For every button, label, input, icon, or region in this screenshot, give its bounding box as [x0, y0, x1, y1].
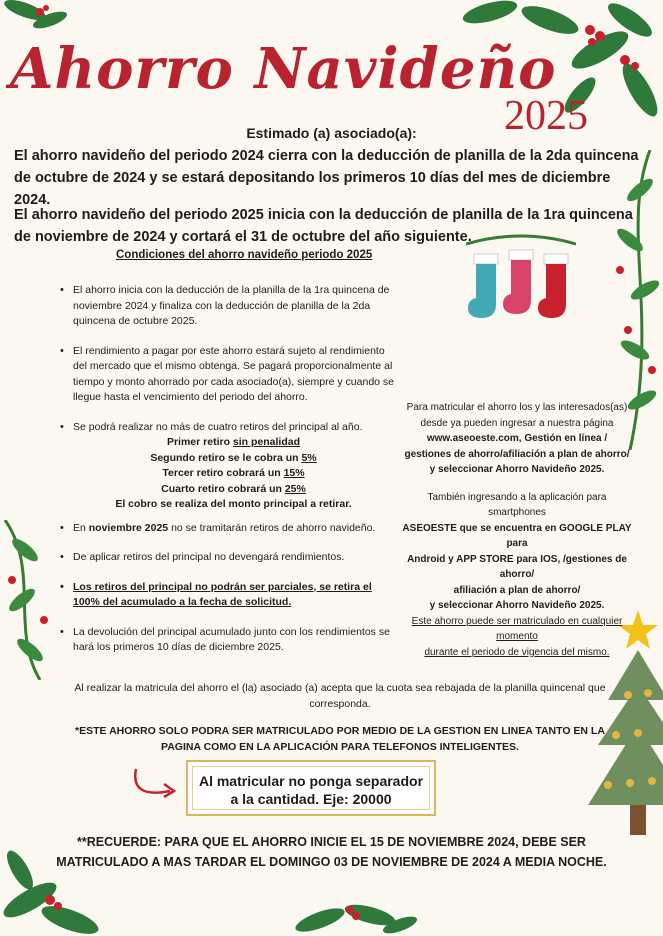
retiro-2-label: Segundo retiro se le cobra un — [150, 451, 302, 464]
info-line: gestiones de ahorro/afiliación a plan de ahorro/ — [404, 448, 630, 460]
list-item-text: Se podrá realizar no más de cuatro retiros del principal al año. — [73, 420, 363, 433]
holly-branch-icon — [290, 890, 420, 936]
info-line: afiliación a plan de ahorro/ — [453, 584, 581, 596]
website-link[interactable]: www.aseoeste.com, Gestión en línea / — [426, 433, 608, 444]
conditions-title: Condiciones del ahorro navideño periodo 2025 — [116, 249, 373, 261]
retiro-1-label: Primer retiro — [166, 436, 233, 448]
list-item: • De aplicar retiros del principal no devengará rendimientos. — [56, 550, 394, 566]
callout-line: a la cantidad. Eje: 20000 — [230, 791, 392, 807]
retiro-4-value: 25% — [284, 482, 306, 495]
paragraph-2024: El ahorro navideño del periodo 2024 cierra con la deducción de planilla de la 2da quincena de octubre de 2024 y se estará depositando los primeros 10 días del mes de diciembre 2024. — [14, 148, 639, 208]
list-item: • El rendimiento a pagar por este ahorro estará sujeto al rendimiento del mercado que el mismo obtenga. Se pagará proporcionalmente al tiempo y monto ahorrado por cada asociado(a), siempre y cuando se llegue hasta el vencimiento del periodo del ahorro. — [56, 344, 394, 406]
info-line: ASEOESTE que se encuentra en GOOGLE PLAY para — [402, 522, 632, 549]
info-line: Para matricular el ahorro los y las interesados(as) — [406, 402, 628, 413]
info-line: También ingresando a la aplicación para smartphones — [427, 491, 607, 518]
item4-b: noviembre 2025 — [88, 521, 169, 534]
list-item: • El ahorro inicia con la deducción de la planilla de la 1ra quincena de noviembre 2024 y finaliza con la deducción de planilla de la 2da quincena de octubre 2025. — [56, 283, 394, 330]
info-line: Este ahorro puede ser matriculado en cualquier momento — [411, 615, 623, 642]
retiro-3-value: 15% — [283, 467, 305, 479]
retiro-2-value: 5% — [301, 451, 317, 464]
list-item: • La devolución del principal acumulado junto con los rendimientos se hará los primeros 10 días de diciembre 2025. — [56, 625, 394, 656]
info-line: y seleccionar Ahorro Navideño 2025. — [429, 464, 605, 475]
list-item — [56, 420, 394, 513]
holly-branch-icon — [0, 520, 60, 680]
paragraph-2025: El ahorro navideño del periodo 2025 inicia con la deducción de planilla de la 1ra quincena de noviembre de 2024 y cortará el 31 de octubre del año siguiente. — [14, 207, 633, 245]
info-line: desde ya pueden ingresar a nuestra página — [420, 417, 614, 429]
retiro-note: El cobro se realiza del monto principal a retirar. — [115, 498, 352, 510]
greeting: Estimado (a) asociado(a): — [246, 125, 417, 141]
list-item: • Los retiros del principal no podrán ser parciales, se retira el 100% del acumulado a la fecha de solicitud. — [56, 580, 394, 611]
retiros-table — [73, 435, 394, 513]
callout-box — [186, 760, 436, 816]
online-only-note: *ESTE AHORRO SOLO PODRA SER MATRICULADO POR MEDIO DE LA GESTION EN LINEA TANTO EN LA PAGINA COMO EN LA APLICACIÓN PARA TELEFONOS INTELIGENTES. — [75, 725, 605, 753]
retiro-4-label: Cuarto retiro cobrará un — [161, 482, 285, 495]
info-line: durante el periodo de vigencia del mismo. — [424, 646, 610, 658]
item4-a: En — [73, 521, 89, 534]
list-item — [56, 521, 394, 537]
info-line: Android y APP STORE para IOS, /gestiones de ahorro/ — [407, 553, 627, 580]
info-line: y seleccionar Ahorro Navideño 2025. — [429, 600, 605, 611]
acceptance-note: Al realizar la matricula del ahorro el (la) asociado (a) acepta que la cuota sea rebajada de la planilla quincenal que corresponda. — [74, 682, 606, 710]
item4-c: no se tramitarán retiros de ahorro navideño. — [168, 521, 376, 534]
retiro-1-value: sin penalidad — [232, 436, 301, 448]
enrollment-info — [398, 400, 636, 668]
reminder-note: **RECUERDE: PARA QUE EL AHORRO INICIE EL 15 DE NOVIEMBRE 2024, DEBE SER MATRICULADO A MAS TARDAR EL DOMINGO 03 DE NOVIEMBRE DE 2024 A MEDIA NOCHE. — [56, 835, 607, 869]
retiro-3-label: Tercer retiro cobrará un — [162, 467, 284, 479]
callout-line: Al matricular no ponga separador — [198, 773, 424, 789]
page-year: 2025 — [504, 93, 588, 139]
page-title: Ahorro Navideño — [10, 36, 557, 102]
curved-arrow-icon — [130, 765, 184, 805]
conditions-list — [56, 283, 394, 670]
